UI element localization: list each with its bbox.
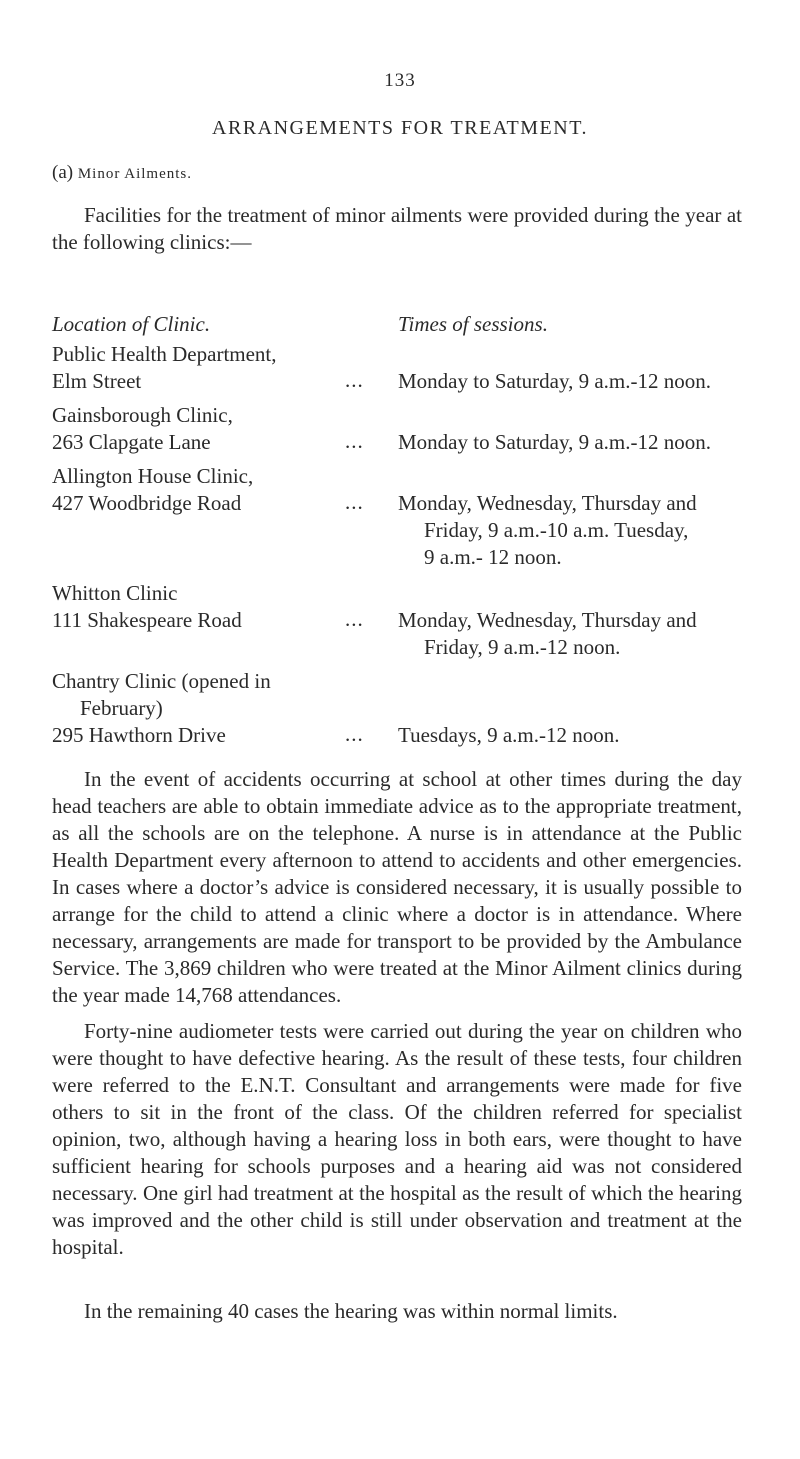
clinic-name: Public Health Department, <box>52 342 277 366</box>
clinic-name: Chantry Clinic (opened in <box>52 669 271 693</box>
subsection-title: Minor Ailments. <box>77 166 193 182</box>
clinic-row-4 <box>52 580 352 634</box>
clinic-name-continuation: February) <box>80 696 163 720</box>
times-continuation: 9 a.m.- 12 noon. <box>424 545 562 569</box>
clinic-row-3 <box>52 463 352 517</box>
page-number: 133 <box>384 70 416 91</box>
subsection-heading <box>52 162 192 184</box>
times-line: Monday to Saturday, 9 a.m.-12 noon. <box>398 369 712 393</box>
clinic-address: 263 Clapgate Lane <box>52 430 211 454</box>
column-header-location: Location of Clinic. <box>52 312 211 336</box>
times-line: Tuesdays, 9 a.m.-12 noon. <box>398 723 620 747</box>
clinic-name: Allington House Clinic, <box>52 464 254 488</box>
body-paragraph-audiometer: Forty-nine audiometer tests were carried out during the year on children who were thought to have defective hearing. As the result of these tests, four children were referred to the E.N.T. Consultant and arrangements were made for five others to sit in the front of the class. Of the children referred for specialist opinion, two, although having a hearing loss in both ears, were thought to have sufficient hearing for schools purposes and a hearing aid was not considered necessary. One girl had treatment at the hospital as the result of which the hearing was improved and the other child is still under observation and treatment at the hospital. <box>52 1019 742 1259</box>
clinic-times <box>398 490 741 571</box>
clinic-name: Gainsborough Clinic, <box>52 403 233 427</box>
times-continuation: Friday, 9 a.m.-12 noon. <box>424 635 621 659</box>
clinic-address: 427 Woodbridge Road <box>52 491 242 515</box>
times-line: Monday, Wednesday, Thursday and <box>398 491 697 515</box>
clinic-address: 111 Shakespeare Road <box>52 608 242 632</box>
clinic-row-2 <box>52 402 352 456</box>
leader-dots: ... <box>345 722 364 746</box>
clinic-address: 295 Hawthorn Drive <box>52 723 226 747</box>
clinic-times <box>398 429 741 456</box>
column-header-times: Times of sessions. <box>398 312 548 336</box>
leader-dots: ... <box>345 368 364 392</box>
clinic-times <box>398 368 741 395</box>
times-line: Monday, Wednesday, Thursday and <box>398 608 697 632</box>
page-title: ARRANGEMENTS FOR TREATMENT. <box>212 117 588 139</box>
clinic-times <box>398 722 741 749</box>
clinic-row-5 <box>52 668 352 749</box>
clinic-times <box>398 607 741 661</box>
leader-dots: ... <box>345 607 364 631</box>
clinic-address: Elm Street <box>52 369 142 393</box>
leader-dots: ... <box>345 490 364 514</box>
intro-paragraph: Facilities for the treatment of minor ailments were provided during the year at the following clinics:— <box>52 203 742 254</box>
clinic-row-1 <box>52 341 352 395</box>
times-continuation: Friday, 9 a.m.-10 a.m. Tuesday, <box>424 518 689 542</box>
body-paragraph-remaining: In the remaining 40 cases the hearing was within normal limits. <box>84 1299 618 1323</box>
leader-dots: ... <box>345 429 364 453</box>
clinic-name: Whitton Clinic <box>52 581 178 605</box>
times-line: Monday to Saturday, 9 a.m.-12 noon. <box>398 430 712 454</box>
body-paragraph-accidents: In the event of accidents occurring at school at other times during the day head teachers are able to obtain immediate advice as to the appropriate treatment, as all the schools are on the telephone. A nurse is in attendance at the Public Health Department every afternoon to attend to accidents and other emergencies. In cases where a doctor’s advice is considered necessary, it is usually possible to arrange for the child to attend a clinic where a doctor is in attendance. Where necessary, arrangements are made for transport to be provided by the Ambulance Service. The 3,869 children who were treated at the Minor Ailment clinics during the year made 14,768 attendances. <box>52 767 742 1007</box>
subsection-prefix: (a) <box>52 162 74 183</box>
